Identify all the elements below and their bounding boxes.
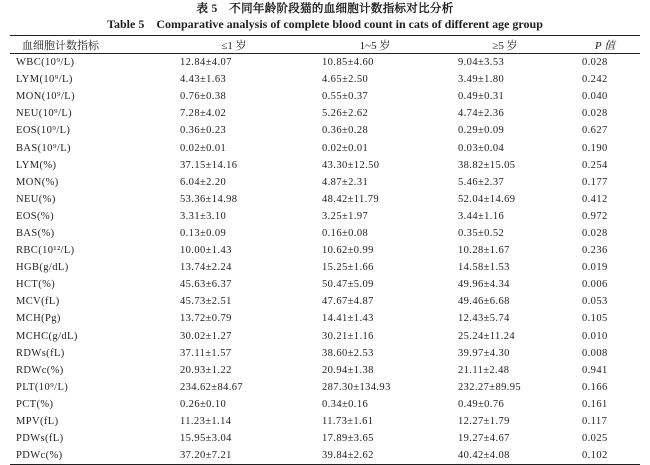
age-over-5-cell: 25.24±11.24 — [458, 330, 516, 342]
table-row — [10, 54, 640, 72]
blood-count-table — [10, 35, 640, 465]
age-over-5-cell: 10.28±1.67 — [458, 245, 510, 257]
age-1-to-5-cell: 11.73±1.61 — [322, 416, 374, 428]
age-1-to-5-cell: 30.21±1.16 — [322, 330, 374, 342]
age-1-to-5-cell: 0.16±0.08 — [322, 227, 369, 239]
indicator-cell: NEU(%) — [16, 193, 56, 205]
age-under-1-cell: 0.76±0.38 — [180, 91, 227, 103]
age-under-1-cell: 20.93±1.22 — [180, 364, 232, 376]
age-over-5-cell: 3.49±1.80 — [458, 74, 505, 86]
age-under-1-cell: 10.00±1.43 — [180, 245, 232, 257]
age-over-5-cell: 0.29±0.09 — [458, 125, 505, 137]
header-age-1-to-5: 1~5 岁 — [310, 36, 440, 54]
p-value-cell: 0.028 — [582, 57, 608, 69]
p-value-cell: 0.053 — [582, 296, 608, 308]
table-row — [10, 122, 640, 139]
indicator-cell: MPV(fL) — [16, 416, 59, 428]
age-over-5-cell: 3.44±1.16 — [458, 210, 505, 222]
p-value-cell: 0.102 — [582, 450, 608, 462]
age-1-to-5-cell: 38.60±2.53 — [322, 347, 374, 359]
table-row — [10, 105, 640, 122]
indicator-cell: PLT(10⁹/L) — [16, 381, 69, 393]
age-over-5-cell: 19.27±4.67 — [458, 433, 510, 445]
age-under-1-cell: 37.11±1.57 — [180, 347, 232, 359]
age-under-1-cell: 37.15±14.16 — [180, 159, 238, 171]
age-over-5-cell: 0.49±0.76 — [458, 398, 505, 410]
age-1-to-5-cell: 48.42±11.79 — [322, 193, 380, 205]
table-row — [10, 88, 640, 105]
indicator-cell: LYM(10⁹/L) — [16, 74, 73, 86]
age-1-to-5-cell: 0.34±0.16 — [322, 398, 369, 410]
indicator-cell: HCT(%) — [16, 279, 56, 291]
p-value-cell: 0.117 — [582, 416, 608, 428]
age-1-to-5-cell: 50.47±5.09 — [322, 279, 374, 291]
indicator-cell: RDWs(fL) — [16, 347, 65, 359]
p-value-cell: 0.177 — [582, 176, 608, 188]
table-row — [10, 242, 640, 259]
age-over-5-cell: 40.42±4.08 — [458, 450, 510, 462]
header-p-value: P 值 — [570, 36, 640, 54]
age-1-to-5-cell: 15.25±1.66 — [322, 262, 374, 274]
table-row — [10, 379, 640, 396]
p-value-cell: 0.008 — [582, 347, 608, 359]
p-value-cell: 0.941 — [582, 364, 608, 376]
indicator-cell: NEU(10⁹/L) — [16, 108, 73, 120]
indicator-cell: RBC(10¹²/L) — [16, 245, 75, 257]
table-row — [10, 174, 640, 191]
table-row — [10, 293, 640, 310]
table-row — [10, 447, 640, 465]
age-over-5-cell: 39.97±4.30 — [458, 347, 510, 359]
age-under-1-cell: 7.28±4.02 — [180, 108, 227, 120]
age-1-to-5-cell: 3.25±1.97 — [322, 210, 369, 222]
indicator-cell: EOS(%) — [16, 210, 54, 222]
p-value-cell: 0.254 — [582, 159, 608, 171]
caption-chinese: 表 5 不同年龄阶段猫的血细胞计数指标对比分析 — [196, 3, 454, 15]
table-row — [10, 259, 640, 276]
age-over-5-cell: 0.03±0.04 — [458, 142, 505, 154]
age-1-to-5-cell: 17.89±3.65 — [322, 433, 374, 445]
age-under-1-cell: 45.73±2.51 — [180, 296, 232, 308]
age-1-to-5-cell: 10.62±0.99 — [322, 245, 374, 257]
age-over-5-cell: 12.43±5.74 — [458, 313, 510, 325]
indicator-cell: EOS(10⁹/L) — [16, 125, 71, 137]
age-1-to-5-cell: 10.85±4.60 — [322, 57, 374, 69]
age-under-1-cell: 0.26±0.10 — [180, 398, 227, 410]
table-row — [10, 413, 640, 430]
age-1-to-5-cell: 14.41±1.43 — [322, 313, 374, 325]
p-value-cell: 0.028 — [582, 227, 608, 239]
indicator-cell: PDWc(%) — [16, 450, 63, 462]
age-under-1-cell: 3.31±3.10 — [180, 210, 227, 222]
table-row — [10, 276, 640, 293]
age-1-to-5-cell: 39.84±2.62 — [322, 450, 374, 462]
caption-english: Table 5 Comparative analysis of complete blood count in cats of different age group — [107, 17, 543, 31]
indicator-cell: BAS(10⁹/L) — [16, 142, 71, 154]
table-header-row — [10, 36, 640, 54]
p-value-cell: 0.105 — [582, 313, 608, 325]
age-under-1-cell: 4.43±1.63 — [180, 74, 227, 86]
indicator-cell: LYM(%) — [16, 159, 57, 171]
indicator-cell: WBC(10⁹/L) — [16, 57, 75, 69]
table-row — [10, 139, 640, 156]
indicator-cell: MON(%) — [16, 176, 59, 188]
p-value-cell: 0.006 — [582, 279, 608, 291]
table-row — [10, 362, 640, 379]
age-under-1-cell: 13.72±0.79 — [180, 313, 232, 325]
table-row — [10, 191, 640, 208]
age-1-to-5-cell: 43.30±12.50 — [322, 159, 380, 171]
age-1-to-5-cell: 5.26±2.62 — [322, 108, 369, 120]
p-value-cell: 0.412 — [582, 193, 608, 205]
age-under-1-cell: 12.84±4.07 — [180, 57, 232, 69]
p-value-cell: 0.242 — [582, 74, 608, 86]
indicator-cell: MCH(Pg) — [16, 313, 61, 325]
age-1-to-5-cell: 0.55±0.37 — [322, 91, 369, 103]
table-row — [10, 328, 640, 345]
indicator-cell: PDWs(fL) — [16, 433, 64, 445]
p-value-cell: 0.161 — [582, 398, 608, 410]
age-under-1-cell: 234.62±84.67 — [180, 381, 244, 393]
age-over-5-cell: 49.96±4.34 — [458, 279, 510, 291]
age-1-to-5-cell: 4.65±2.50 — [322, 74, 369, 86]
age-over-5-cell: 9.04±3.53 — [458, 57, 505, 69]
table-row — [10, 345, 640, 362]
table-row — [10, 430, 640, 447]
p-value-cell: 0.166 — [582, 381, 608, 393]
table-row — [10, 71, 640, 88]
age-1-to-5-cell: 0.02±0.01 — [322, 142, 369, 154]
age-under-1-cell: 13.74±2.24 — [180, 262, 232, 274]
age-under-1-cell: 45.63±6.37 — [180, 279, 232, 291]
p-value-cell: 0.972 — [582, 210, 608, 222]
p-value-cell: 0.028 — [582, 108, 608, 120]
header-indicator: 血细胞计数指标 — [10, 36, 158, 54]
age-1-to-5-cell: 20.94±1.38 — [322, 364, 374, 376]
p-value-cell: 0.010 — [582, 330, 608, 342]
age-under-1-cell: 11.23±1.14 — [180, 416, 232, 428]
table-row — [10, 208, 640, 225]
table-row — [10, 396, 640, 413]
p-value-cell: 0.019 — [582, 262, 608, 274]
age-under-1-cell: 30.02±1.27 — [180, 330, 232, 342]
header-age-under-1: ≤1 岁 — [158, 36, 310, 54]
age-over-5-cell: 49.46±6.68 — [458, 296, 510, 308]
age-under-1-cell: 0.02±0.01 — [180, 142, 227, 154]
age-over-5-cell: 232.27±89.95 — [458, 381, 522, 393]
table-row — [10, 157, 640, 174]
indicator-cell: PCT(%) — [16, 398, 54, 410]
age-1-to-5-cell: 47.67±4.87 — [322, 296, 374, 308]
table-caption — [10, 2, 640, 32]
p-value-cell: 0.627 — [582, 125, 608, 137]
age-over-5-cell: 38.82±15.05 — [458, 159, 516, 171]
indicator-cell: MON(10⁹/L) — [16, 91, 75, 103]
age-under-1-cell: 0.36±0.23 — [180, 125, 227, 137]
age-over-5-cell: 5.46±2.37 — [458, 176, 505, 188]
p-value-cell: 0.040 — [582, 91, 608, 103]
age-1-to-5-cell: 0.36±0.28 — [322, 125, 369, 137]
age-over-5-cell: 0.35±0.52 — [458, 227, 505, 239]
p-value-cell: 0.025 — [582, 433, 608, 445]
p-value-cell: 0.190 — [582, 142, 608, 154]
indicator-cell: MCV(fL) — [16, 296, 60, 308]
indicator-cell: HGB(g/dL) — [16, 262, 69, 274]
age-under-1-cell: 6.04±2.20 — [180, 176, 227, 188]
table-body — [10, 54, 640, 465]
age-over-5-cell: 4.74±2.36 — [458, 108, 505, 120]
age-1-to-5-cell: 287.30±134.93 — [322, 381, 391, 393]
age-under-1-cell: 53.36±14.98 — [180, 193, 238, 205]
indicator-cell: RDWc(%) — [16, 364, 64, 376]
table-row — [10, 310, 640, 327]
age-over-5-cell: 0.49±0.31 — [458, 91, 505, 103]
age-under-1-cell: 37.20±7.21 — [180, 450, 232, 462]
age-over-5-cell: 21.11±2.48 — [458, 364, 510, 376]
header-age-over-5: ≥5 岁 — [440, 36, 570, 54]
p-value-cell: 0.236 — [582, 245, 608, 257]
age-over-5-cell: 52.04±14.69 — [458, 193, 516, 205]
age-over-5-cell: 12.27±1.79 — [458, 416, 510, 428]
age-under-1-cell: 0.13±0.09 — [180, 227, 227, 239]
age-over-5-cell: 14.58±1.53 — [458, 262, 510, 274]
indicator-cell: MCHC(g/dL) — [16, 330, 78, 342]
indicator-cell: BAS(%) — [16, 227, 55, 239]
table-row — [10, 225, 640, 242]
age-1-to-5-cell: 4.87±2.31 — [322, 176, 369, 188]
age-under-1-cell: 15.95±3.04 — [180, 433, 232, 445]
